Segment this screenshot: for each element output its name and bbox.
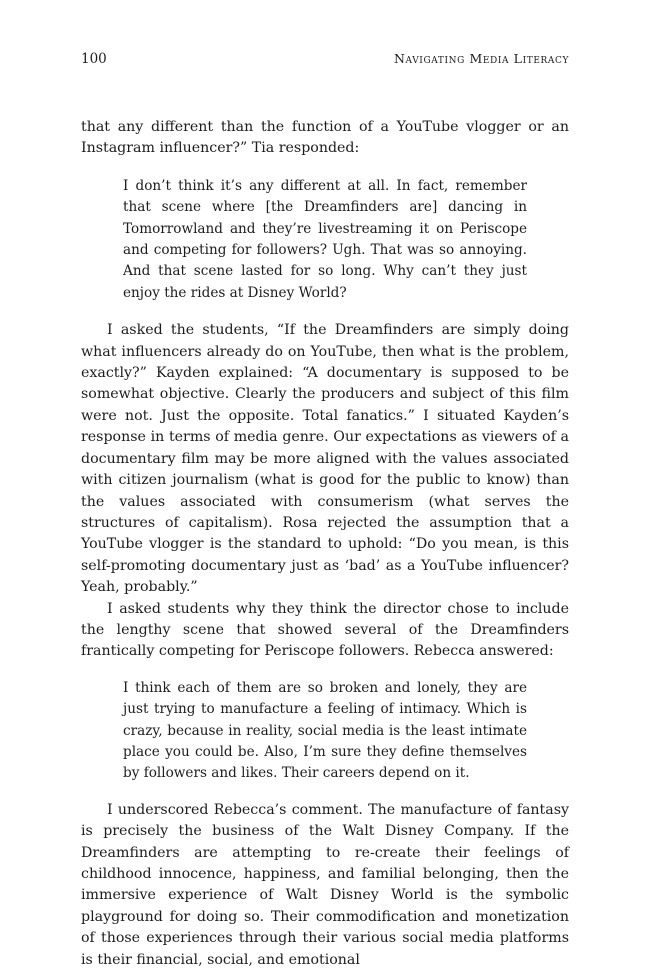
paragraph: I asked the students, “If the Dreamfinders are simply doing what influencers already do on YouTube, then what is the problem, exactly?” Kayden explained: “A documentary is supposed to be somewhat objective. Clearly the producers and subject of this film were not. Just the opposite. Total fanatics.” I situated Kayden’s response in terms of media genre. Our expectations as viewers of a documentary film may be more aligned with the values associated with citizen journalism (what is good for the public to know) than the values associated with consumerism (what serves the structures of capitalism). Rosa rejected the assumption that a YouTube vlogger is the standard to uphold: “Do you mean, is this self-promoting documentary just as ‘bad’ as a YouTube influencer? Yeah, probably.” — [81, 322, 569, 596]
page-header — [81, 51, 569, 71]
block-quote-rebecca: I think each of them are so broken and lonely, they are just trying to manufacture a feeling of intimacy. Which is crazy, because in reality, social media is the least intimate place you could be. Also, I’m sure they define themselves by followers and likes. Their careers depend on it. — [123, 679, 527, 782]
paragraph: I underscored Rebecca’s comment. The manufacture of fantasy is precisely the business of the Walt Disney Company. If the Dreamfinders are attempting to re-create their feelings of childhood innocence, happiness, and familial belonging, then the immersive experience of Walt Disney World is the symbolic playground for doing so. Their commodification and monetization of those experiences through their various social media platforms is their financial, social, and emotional — [81, 801, 569, 968]
block-quote-tia: I don’t think it’s any different at all. In fact, remember that scene where [the Dreamfinders are] dancing in Tomorrowland and they’re livestreaming it on Periscope and competing for followers? Ugh. That was so annoying. And that scene lasted for so long. Why can’t they just enjoy the rides at Disney World? — [123, 177, 527, 301]
paragraph-continued: that any different than the function of a YouTube vlogger or an Instagram influencer?” Tia responded: — [81, 119, 569, 157]
running-head: Navigating Media Literacy — [394, 51, 569, 66]
paragraph: I asked students why they think the director chose to include the lengthy scene that showed several of the Dreamfinders frantically competing for Periscope followers. Rebecca answered: — [81, 600, 569, 660]
page-number: 100 — [81, 51, 107, 67]
body-text — [81, 117, 569, 971]
